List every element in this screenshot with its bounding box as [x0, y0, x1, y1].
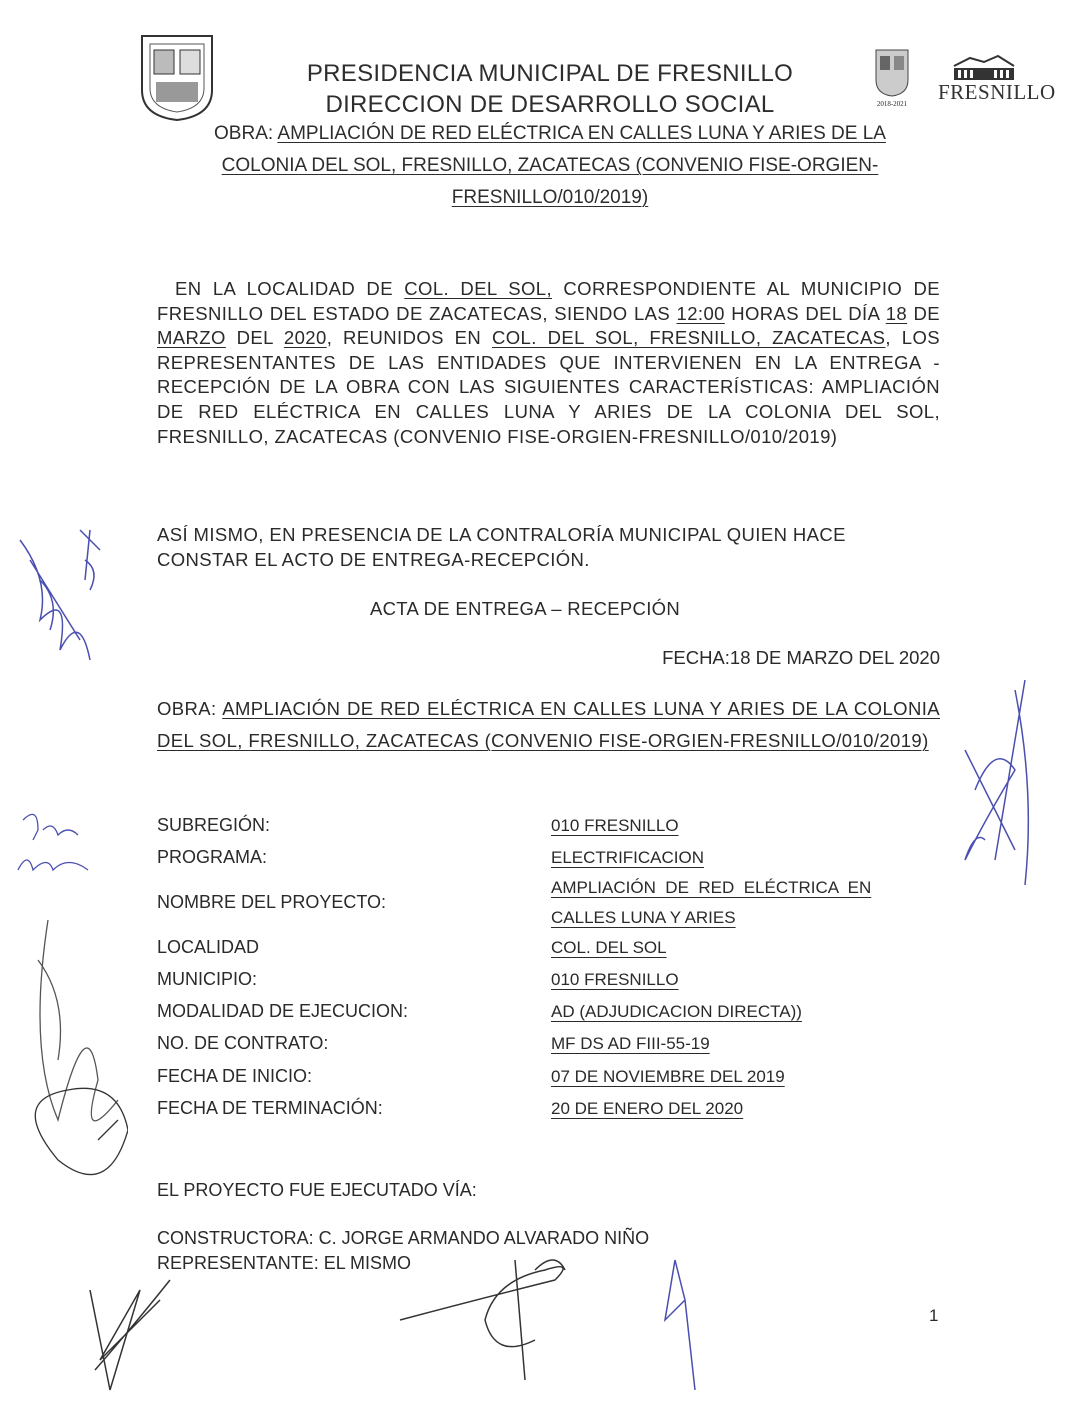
field-label: FECHA DE TERMINACIÓN: — [157, 1098, 383, 1118]
text: , REUNIDOS EN — [326, 327, 492, 349]
field-value: 20 DE ENERO DEL 2020 — [551, 1099, 744, 1118]
obra-text: AMPLIACIÓN DE RED ELÉCTRICA EN CALLES LUNA Y ARIES DE LA COLONIA DEL SOL, FRESNILLO, ZACATECAS (CONVENIO FISE-ORGIEN-FRESNILLO/010/2019) — [157, 698, 940, 751]
dia: 18 — [885, 302, 908, 324]
field-label: PROGRAMA: — [157, 847, 268, 867]
seal-years: 2018-2021 — [876, 100, 908, 108]
text: , LOS REPRESENTANTES DE LAS ENTIDADES QUE INTERVIENEN EN LA ENTREGA - RECEPCIÓN DE LA OBRA CON LAS SIGUIENTES CARACTERÍSTICAS: AMPLIACIÓN DE RED ELÉCTRICA EN CALLES LUNA Y ARIES DE LA COLONIA DEL SOL, FRESNILLO, ZACATECAS (CONVENIO FISE-ORGIEN-FRESNILLO/010/2019) — [157, 327, 940, 447]
field-value-cont: CALLES LUNA Y ARIES — [551, 908, 736, 927]
obra-label: OBRA: — [157, 698, 217, 719]
signature-bottom-left-icon — [80, 1270, 180, 1400]
field-value: ELECTRIFICACION — [551, 848, 705, 867]
field-value: 07 DE NOVIEMBRE DEL 2019 — [551, 1067, 785, 1086]
field-value: 010 FRESNILLO — [551, 816, 679, 835]
text: HORAS DEL DÍA — [724, 302, 886, 324]
field-label: LOCALIDAD — [157, 937, 260, 957]
handwritten-name-icon — [8, 800, 128, 1220]
obra-line-1: AMPLIACIÓN DE RED ELÉCTRICA EN CALLES LUNA Y ARIES DE LA — [277, 123, 886, 144]
signature-right-icon — [955, 670, 1035, 890]
obra-line-3: FRESNILLO/010/2019) — [451, 187, 649, 208]
mes: MARZO — [157, 327, 226, 349]
field-label: FECHA DE INICIO: — [157, 1066, 313, 1086]
text: DE — [907, 302, 940, 324]
obra-header — [150, 118, 950, 214]
field-value: MF DS AD FIII-55-19 — [551, 1034, 710, 1053]
signature-left-top-icon — [10, 520, 110, 670]
header-subtitle: DIRECCION DE DESARROLLO SOCIAL — [325, 91, 775, 118]
fresnillo-logo-building-icon — [950, 52, 1018, 82]
municipal-seal-icon — [136, 30, 218, 122]
lugar: COL. DEL SOL, FRESNILLO, ZACATECAS — [491, 327, 886, 349]
ayuntamiento-seal-icon — [872, 46, 912, 108]
field-label: NO. DE CONTRATO: — [157, 1033, 329, 1053]
text: EN LA LOCALIDAD DE — [175, 278, 405, 299]
anio: 2020 — [283, 327, 327, 349]
header-title: PRESIDENCIA MUNICIPAL DE FRESNILLO — [306, 60, 794, 87]
page-number: 1 — [929, 1306, 939, 1325]
field-value: AD (ADJUDICACION DIRECTA)) — [551, 1002, 802, 1021]
field-value: AMPLIACIÓN DE RED ELÉCTRICA EN — [551, 878, 872, 897]
fresnillo-logo-text: FRESNILLO — [938, 80, 1056, 104]
field-label: SUBREGIÓN: — [157, 815, 271, 835]
representante: REPRESENTANTE: EL MISMO — [157, 1253, 412, 1273]
signature-bottom-center-icon — [395, 1240, 715, 1390]
field-value: 010 FRESNILLO — [551, 970, 679, 989]
obra-line-2: COLONIA DEL SOL, FRESNILLO, ZACATECAS (CONVENIO FISE-ORGIEN- — [221, 155, 879, 176]
obra-label: OBRA: — [214, 123, 274, 144]
constructora: CONSTRUCTORA: C. JORGE ARMANDO ALVARADO NIÑO — [157, 1228, 650, 1248]
contraloria-paragraph: ASÍ MISMO, EN PRESENCIA DE LA CONTRALORÍA MUNICIPAL QUIEN HACE CONSTAR EL ACTO DE ENTREGA-RECEPCIÓN. — [157, 524, 846, 570]
localidad: COL. DEL SOL, — [404, 278, 553, 299]
fecha: FECHA:18 DE MARZO DEL 2020 — [662, 647, 940, 668]
field-value: COL. DEL SOL — [551, 938, 667, 957]
acta-title: ACTA DE ENTREGA – RECEPCIÓN — [370, 598, 680, 619]
intro-paragraph — [157, 277, 940, 449]
text: CORRESPONDIENTE AL MUNICIPIO DE FRESNILLO DEL ESTADO DE ZACATECAS, SIENDO LAS — [157, 278, 940, 324]
field-label: MODALIDAD DE EJECUCION: — [157, 1001, 409, 1021]
hora: 12:00 — [676, 302, 725, 324]
ejecutado: EL PROYECTO FUE EJECUTADO VÍA: — [157, 1180, 477, 1200]
obra-body — [157, 693, 940, 757]
field-label: NOMBRE DEL PROYECTO: — [157, 892, 387, 912]
text: DEL — [225, 327, 284, 349]
field-label: MUNICIPIO: — [157, 969, 258, 989]
